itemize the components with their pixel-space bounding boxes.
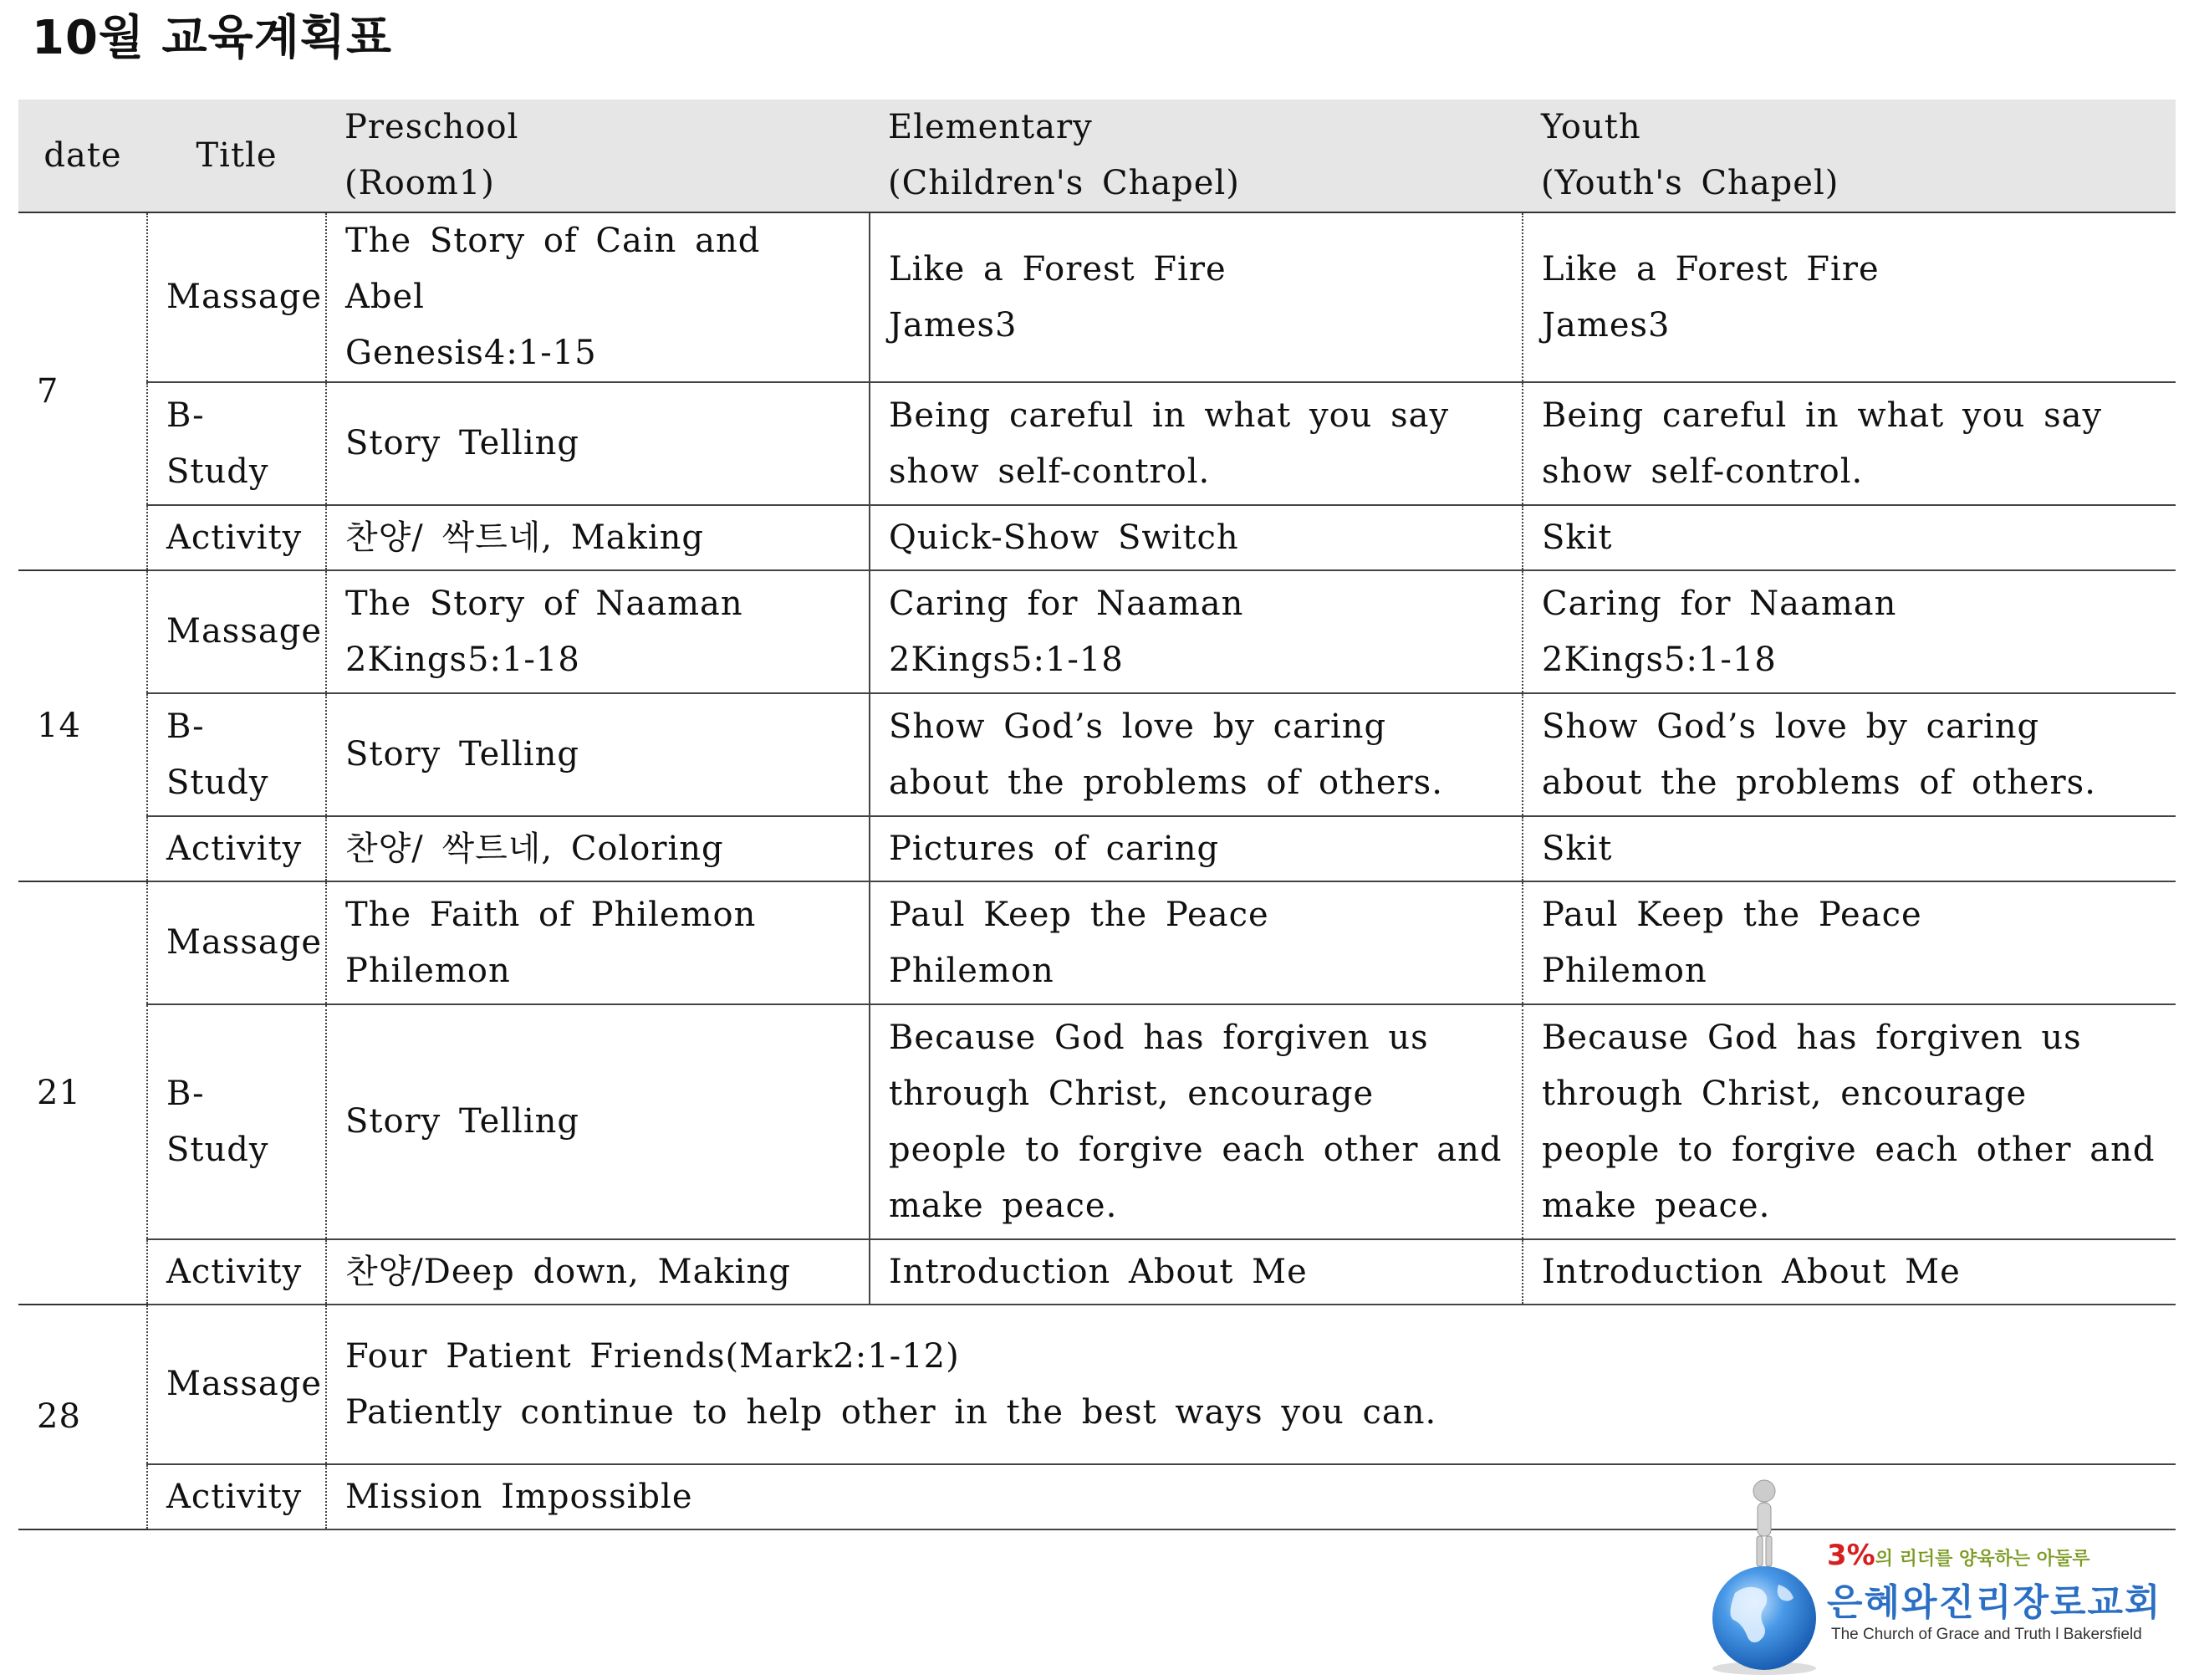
cell-line: Philemon bbox=[1542, 951, 1707, 990]
logo-church-name: 은혜와진리장로교회 bbox=[1827, 1581, 2162, 1624]
header-elementary-room: (Children's Chapel) bbox=[888, 164, 1240, 202]
preschool-cell: Story Telling bbox=[326, 382, 870, 505]
header-preschool-name: Preschool bbox=[344, 108, 519, 146]
logo-slogan-text: 의 리더를 양육하는 아둘루 bbox=[1875, 1549, 2090, 1570]
table-row bbox=[18, 570, 2176, 693]
row-label: Activity bbox=[147, 505, 326, 570]
week-date: 21 bbox=[18, 881, 147, 1305]
cell-line: The Faith of Philemon bbox=[345, 895, 757, 934]
preschool-cell bbox=[326, 212, 870, 382]
all-groups-cell: Mission Impossible bbox=[326, 1464, 2176, 1529]
cell-line: Caring for Naaman bbox=[1542, 584, 1897, 623]
row-label: Activity bbox=[147, 1464, 326, 1529]
table-row bbox=[18, 693, 2176, 816]
cell-line: Like a Forest Fire bbox=[889, 249, 1227, 289]
youth-cell bbox=[1523, 212, 2176, 382]
cell-line: The Story of Naaman bbox=[345, 584, 743, 623]
youth-cell bbox=[1523, 570, 2176, 693]
elementary-cell bbox=[870, 881, 1523, 1004]
table-row bbox=[18, 1239, 2176, 1305]
globe-icon bbox=[1712, 1566, 1816, 1675]
cell-line: 2Kings5:1-18 bbox=[1542, 640, 1777, 679]
week-date: 28 bbox=[18, 1305, 147, 1529]
page-title: 10월 교육계획표 bbox=[32, 11, 393, 65]
cell-line: James3 bbox=[1542, 305, 1671, 345]
table-row bbox=[18, 212, 2176, 382]
youth-cell: Introduction About Me bbox=[1523, 1239, 2176, 1305]
cell-line: Philemon bbox=[345, 951, 511, 990]
header-preschool-room: (Room1) bbox=[344, 164, 495, 202]
youth-cell: Show God’s love by caring about the problems of others. bbox=[1523, 693, 2176, 816]
cell-line: Four Patient Friends(Mark2:1-12) bbox=[345, 1336, 960, 1376]
youth-cell: Being careful in what you say show self-control. bbox=[1523, 382, 2176, 505]
youth-cell: Skit bbox=[1523, 816, 2176, 881]
table-row bbox=[18, 1004, 2176, 1239]
cell-line: Caring for Naaman bbox=[889, 584, 1244, 623]
header-date: date bbox=[18, 100, 147, 212]
header-title: Title bbox=[147, 100, 326, 212]
elementary-cell: Being careful in what you say show self-control. bbox=[870, 382, 1523, 505]
cell-line: Patiently continue to help other in the best ways you can. bbox=[345, 1392, 1437, 1432]
header-youth-room: (Youth's Chapel) bbox=[1541, 164, 1839, 202]
cell-line: Paul Keep the Peace bbox=[889, 895, 1269, 934]
week-date: 14 bbox=[18, 570, 147, 881]
cell-line: Philemon bbox=[889, 951, 1054, 990]
table-row bbox=[18, 1305, 2176, 1464]
youth-cell bbox=[1523, 881, 2176, 1004]
elementary-cell: Quick-Show Switch bbox=[870, 505, 1523, 570]
logo-slogan-percent: 3% bbox=[1827, 1539, 1875, 1572]
row-label: Massage bbox=[147, 570, 326, 693]
cell-line: Like a Forest Fire bbox=[1542, 249, 1880, 289]
table-row bbox=[18, 816, 2176, 881]
preschool-cell bbox=[326, 881, 870, 1004]
week-date: 7 bbox=[18, 212, 147, 570]
preschool-cell: 찬양/ 싹트네, Making bbox=[326, 505, 870, 570]
elementary-cell bbox=[870, 212, 1523, 382]
preschool-cell bbox=[326, 570, 870, 693]
elementary-cell: Show God’s love by caring about the problems of others. bbox=[870, 693, 1523, 816]
person-figure-icon bbox=[1753, 1480, 1775, 1566]
cell-line: Paul Keep the Peace bbox=[1542, 895, 1922, 934]
all-groups-cell bbox=[326, 1305, 2176, 1464]
row-label: Massage bbox=[147, 1305, 326, 1464]
header-preschool bbox=[326, 100, 870, 212]
elementary-cell bbox=[870, 570, 1523, 693]
cell-line: Genesis4:1-15 bbox=[345, 334, 597, 372]
header-row bbox=[18, 100, 2176, 212]
header-elementary bbox=[870, 100, 1523, 212]
table-row bbox=[18, 382, 2176, 505]
elementary-cell: Because God has forgiven us through Christ, encourage people to forgive each other and make peace. bbox=[870, 1004, 1523, 1239]
row-label: B-Study bbox=[147, 382, 326, 505]
header-youth bbox=[1523, 100, 2176, 212]
row-label: B-Study bbox=[147, 1004, 326, 1239]
row-label: Massage bbox=[147, 212, 326, 382]
header-youth-name: Youth bbox=[1541, 108, 1641, 146]
row-label: Activity bbox=[147, 816, 326, 881]
youth-cell: Skit bbox=[1523, 505, 2176, 570]
row-label: Activity bbox=[147, 1239, 326, 1305]
table-row bbox=[18, 881, 2176, 1004]
logo-slogan bbox=[1827, 1539, 2090, 1572]
cell-line: 2Kings5:1-18 bbox=[889, 640, 1124, 679]
row-label: Massage bbox=[147, 881, 326, 1004]
youth-cell: Because God has forgiven us through Christ, encourage people to forgive each other and make peace. bbox=[1523, 1004, 2176, 1239]
header-elementary-name: Elementary bbox=[888, 108, 1093, 146]
cell-line: James3 bbox=[889, 305, 1018, 345]
table-row bbox=[18, 505, 2176, 570]
cell-line: 2Kings5:1-18 bbox=[345, 640, 580, 679]
preschool-cell: Story Telling bbox=[326, 693, 870, 816]
preschool-cell: 찬양/ 싹트네, Coloring bbox=[326, 816, 870, 881]
elementary-cell: Pictures of caring bbox=[870, 816, 1523, 881]
row-label: B-Study bbox=[147, 693, 326, 816]
education-plan-table bbox=[18, 100, 2176, 1530]
logo-church-name-english: The Church of Grace and Truth l Bakersfield bbox=[1831, 1626, 2142, 1643]
preschool-cell: 찬양/Deep down, Making bbox=[326, 1239, 870, 1305]
cell-line: The Story of Cain and Abel bbox=[345, 222, 761, 316]
preschool-cell: Story Telling bbox=[326, 1004, 870, 1239]
elementary-cell: Introduction About Me bbox=[870, 1239, 1523, 1305]
